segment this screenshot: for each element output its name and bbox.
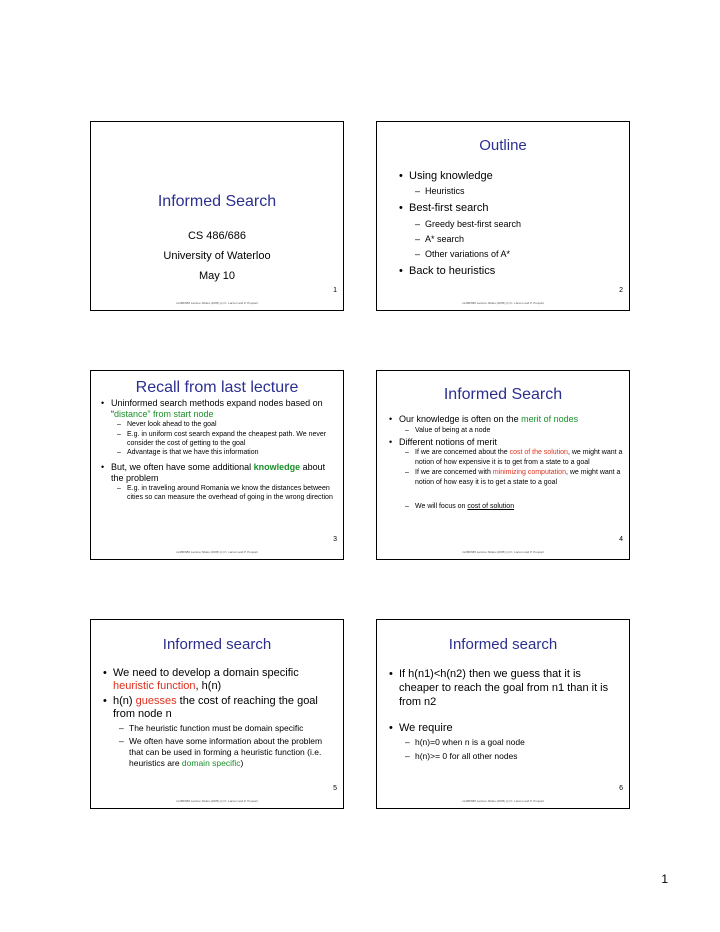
highlight-text: knowledge [253,462,301,472]
bullet: • If h(n1)<h(n2) then we guess that it is cheaper to reach the goal from n1 than it is from n2 [385,667,617,709]
sub-bullet: – The heuristic function must be domain specific [99,723,331,734]
outline-subitem: – Greedy best-first search [395,217,621,232]
bullet-text: h(n) [113,695,136,707]
outline-item: • Back to heuristics [395,262,621,280]
sub-bullet [385,502,623,512]
highlight-text: minimizing computation [492,469,566,476]
bullet [97,462,337,484]
slide-title: Informed search [448,636,558,653]
sub-bullet-text: ) [240,758,244,768]
sub-bullet: – Never look ahead to the goal [97,420,337,430]
sub-bullet-text: If we are concerned about the [415,449,510,456]
sub-bullet: – h(n)>= 0 for all other nodes [385,749,617,763]
highlight-text: domain specific [181,758,241,768]
highlight-text: cost of the solution [509,449,568,456]
slide-footer: cs486/686 Lecture Slides (2005) (c) K. Larson and P. Poupart [462,799,544,803]
slide-6 [376,619,630,809]
slide-4 [376,370,630,560]
sub-bullet: – h(n)=0 when n is a goal node [385,735,617,749]
slide-5 [90,619,344,809]
sub-bullet [385,448,623,468]
bullet-text: But, we often have some additional [111,462,254,472]
bullet [385,413,623,425]
slide-footer: cs486/686 Lecture Slides (2005) (c) K. Larson and P. Poupart [462,301,544,305]
sub-bullet-text: If we are concerned with [415,469,493,476]
sub-bullet-text: , we might want a notion of how easy it is to get a state to a goal [415,469,621,486]
bullet-text: Our knowledge is often on the [399,414,522,424]
slide-number: 5 [333,785,337,792]
bullet-text: , h(n) [195,680,222,692]
course-line: CS 486/686 [187,230,247,242]
slide-3 [90,370,344,560]
bullet-text: about the problem [111,462,326,483]
bullet: • We require [385,721,617,735]
slide-1 [90,121,344,311]
slide-title: Informed Search [443,386,563,403]
slide-number: 6 [619,785,623,792]
underlined-text: cost of solution [467,503,515,510]
slide-number: 2 [619,287,623,294]
page-number: 1 [661,872,668,886]
outline-subitem: – Other variations of A* [395,247,621,262]
sub-bullet: – E.g. in traveling around Romania we know the distances between cities so can measure the overhead of going in the wrong direction [97,484,337,502]
sub-bullet-text: We will focus on [415,503,468,510]
slide-title: Recall from last lecture [135,379,299,396]
outline-item: • Best-first search [395,199,621,217]
date-line: May 10 [198,270,236,282]
sub-bullet [99,736,331,769]
slide-number: 1 [333,287,337,294]
slide-footer: cs486/686 Lecture Slides (2005) (c) K. Larson and P. Poupart [176,799,258,803]
slide-footer: cs486/686 Lecture Slides (2005) (c) K. Larson and P. Poupart [176,550,258,554]
sub-bullet: – Advantage is that we have this information [97,448,337,458]
highlight-text: distance” from start node [114,409,214,419]
bullet [97,398,337,420]
bullet: • Different notions of merit [385,436,623,448]
bullet-text: the cost of reaching the goal from node n [113,695,318,720]
bullet [99,695,331,721]
bullet-text: We need to develop a domain specific [113,667,299,679]
bullet [99,667,331,693]
slide-footer: cs486/686 Lecture Slides (2005) (c) K. Larson and P. Poupart [462,550,544,554]
slide-2 [376,121,630,311]
slide-number: 4 [619,536,623,543]
slide-title: Outline [479,137,527,154]
slide-footer: cs486/686 Lecture Slides (2005) (c) K. Larson and P. Poupart [176,301,258,305]
highlight-text: guesses [135,695,177,707]
sub-bullet [385,468,623,488]
sub-bullet-text: We often have some information about the problem that can be used in forming a heuristic function (i.e. heuristics are [129,736,323,768]
highlight-text: merit of nodes [521,414,579,424]
university-line: University of Waterloo [163,250,271,262]
slide-number: 3 [333,536,337,543]
sub-bullet-text: , we might want a notion of how expensive it is to get from a state to a goal [415,449,623,466]
outline-item: • Using knowledge [395,169,621,184]
highlight-text: heuristic function [113,680,196,692]
slide-title: Informed search [162,636,272,653]
bullet-text: Uninformed search methods expand nodes based on “ [111,398,323,419]
slide-title: Informed Search [157,193,277,210]
outline-subitem: – A* search [395,232,621,247]
sub-bullet: – E.g. in uniform cost search expand the cheapest path. We never consider the cost of getting to the goal [97,430,337,448]
sub-bullet: – Value of being at a node [385,425,623,436]
outline-subitem: – Heuristics [395,184,621,199]
